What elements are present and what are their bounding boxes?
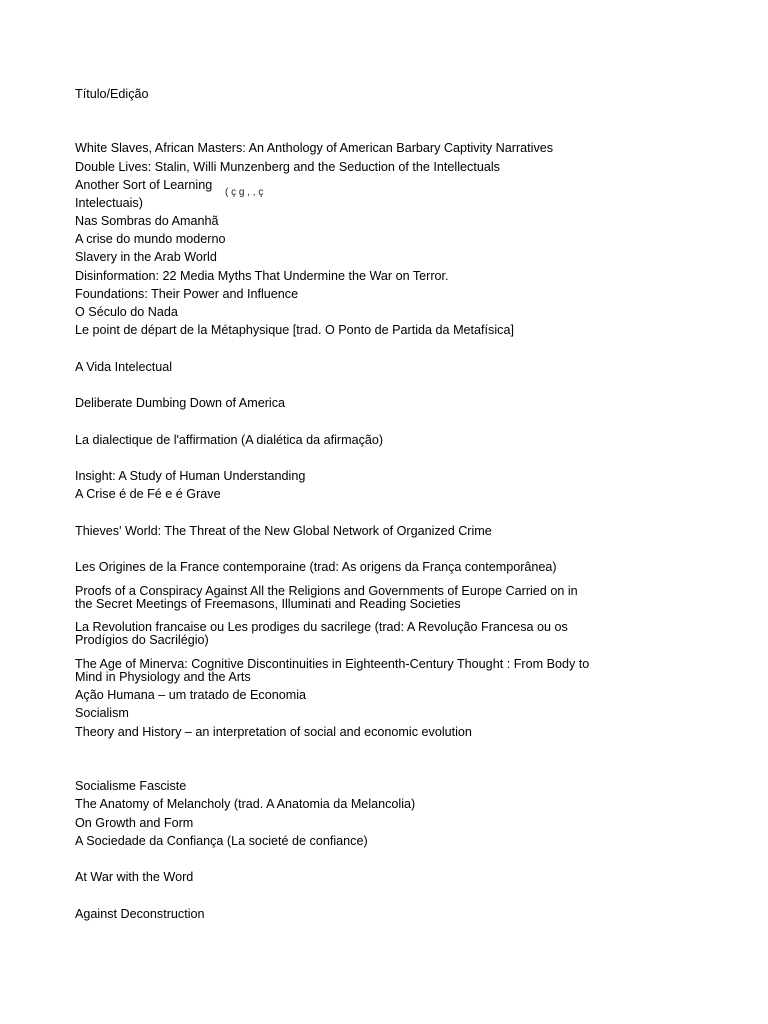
title-entry: Les Origines de la France contemporaine (trad: As origens da França contemporânea) bbox=[75, 560, 557, 574]
title-entry: Double Lives: Stalin, Willi Munzenberg and the Seduction of the Intellectuals bbox=[75, 160, 500, 174]
title-entry: Socialism bbox=[75, 706, 129, 720]
title-entry: Nas Sombras do Amanhã bbox=[75, 214, 219, 228]
title-entry: O Século do Nada bbox=[75, 305, 178, 319]
title-entry: The Age of Minerva: Cognitive Discontinuities in Eighteenth-Century Thought : From Body to Mind in Physiology and the Arts bbox=[75, 657, 590, 684]
column-header: Título/Edição bbox=[75, 87, 149, 101]
title-entry: Proofs of a Conspiracy Against All the Religions and Governments of Europe Carried on in the Secret Meetings of Freemasons, Illuminati and Reading Societies bbox=[75, 584, 578, 611]
title-entry: At War with the Word bbox=[75, 870, 194, 884]
title-entry: Against Deconstruction bbox=[75, 907, 205, 921]
title-entry: Le point de départ de la Métaphysique [trad. O Ponto de Partida da Metafísica] bbox=[75, 323, 514, 337]
title-entry: Socialisme Fasciste bbox=[75, 779, 187, 793]
title-entry: White Slaves, African Masters: An Anthology of American Barbary Captivity Narratives bbox=[75, 141, 554, 155]
title-entry: A Sociedade da Confiança (La societé de confiance) bbox=[75, 834, 368, 848]
title-entry: A Vida Intelectual bbox=[75, 360, 173, 374]
title-entry: The Anatomy of Melancholy (trad. A Anatomia da Melancolia) bbox=[75, 797, 416, 811]
title-entry: A crise do mundo moderno bbox=[75, 232, 226, 246]
title-entry: Thieves' World: The Threat of the New Global Network of Organized Crime bbox=[75, 524, 492, 538]
title-entry: Disinformation: 22 Media Myths That Undermine the War on Terror. bbox=[75, 269, 449, 283]
title-entry: On Growth and Form bbox=[75, 816, 194, 830]
title-entry: La Revolution francaise ou Les prodiges du sacrilege (trad: A Revolução Francesa ou os Prodígios do Sacrilégio) bbox=[75, 620, 568, 647]
title-entry: Another Sort of Learning bbox=[75, 178, 213, 192]
title-entry: A Crise é de Fé e é Grave bbox=[75, 487, 221, 501]
overlapping-text-fragment: ( ç g , , ç bbox=[225, 187, 264, 198]
title-entry: Slavery in the Arab World bbox=[75, 250, 217, 264]
title-entry: La dialectique de l'affirmation (A dialética da afirmação) bbox=[75, 433, 384, 447]
title-entry: Theory and History – an interpretation of social and economic evolution bbox=[75, 725, 472, 739]
title-entry: Foundations: Their Power and Influence bbox=[75, 287, 299, 301]
title-entry: Deliberate Dumbing Down of America bbox=[75, 396, 285, 410]
title-entry: Ação Humana – um tratado de Economia bbox=[75, 688, 307, 702]
title-entry: Intelectuais) bbox=[75, 196, 143, 210]
title-entry: Insight: A Study of Human Understanding bbox=[75, 469, 306, 483]
